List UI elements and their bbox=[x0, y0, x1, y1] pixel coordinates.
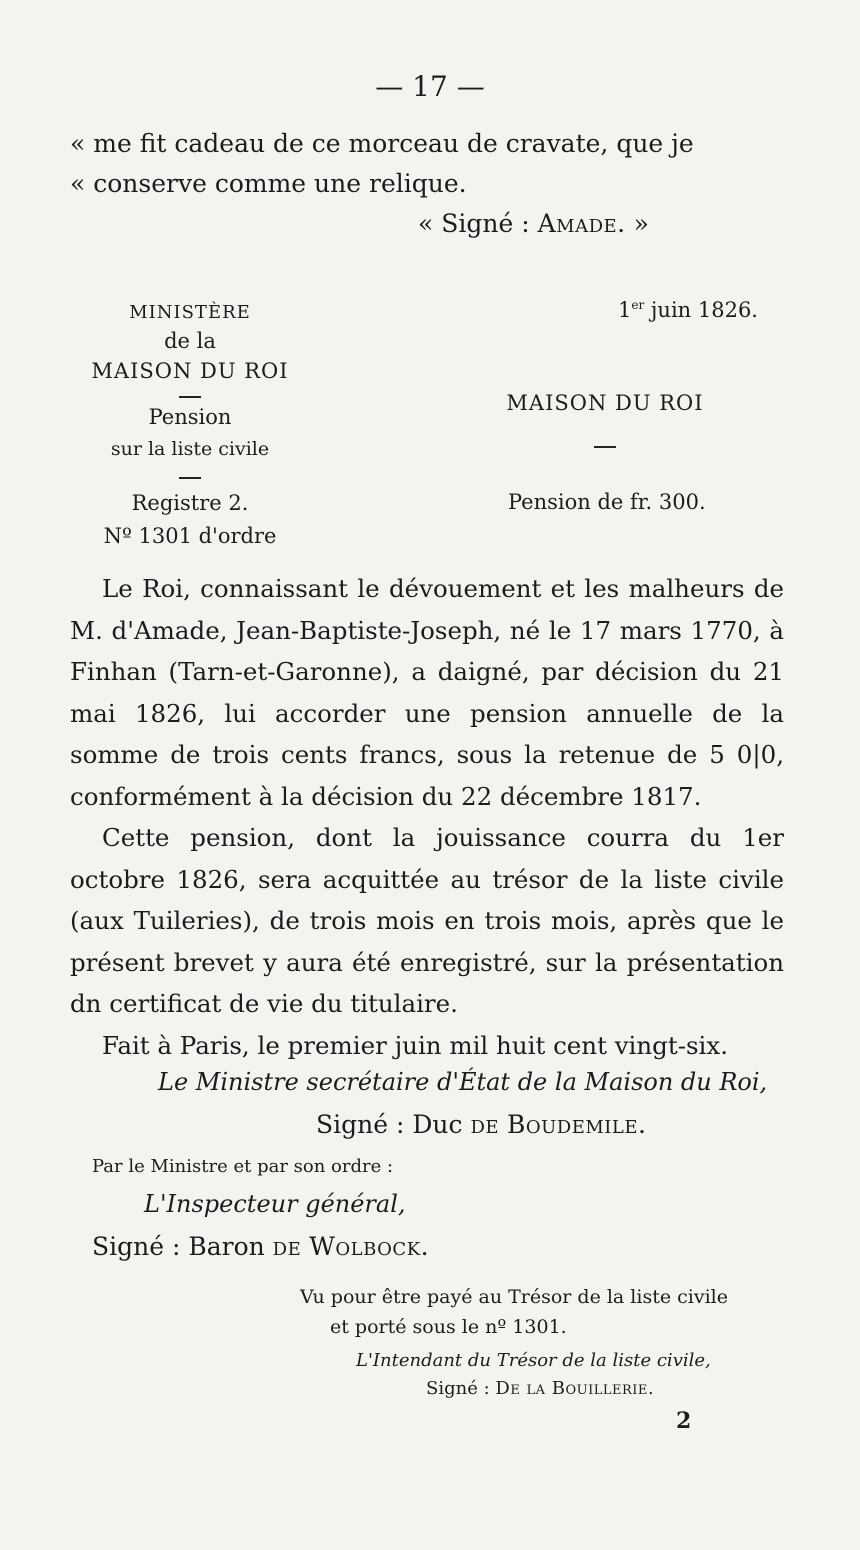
signature-close: » bbox=[633, 209, 649, 238]
tresor-line-2: et porté sous le nº 1301. bbox=[330, 1316, 567, 1338]
minister-name: Boudemile. bbox=[506, 1110, 647, 1139]
header-date bbox=[618, 298, 758, 322]
tresor-name: De la Bouillerie. bbox=[495, 1378, 655, 1399]
signature-name: Amade. bbox=[537, 209, 626, 238]
signature-mark: 2 bbox=[676, 1408, 692, 1434]
liste-civile-label: sur la liste civile bbox=[110, 438, 270, 460]
divider bbox=[80, 386, 300, 400]
ordre-label: Nº 1301 d'ordre bbox=[103, 524, 277, 548]
inspector-order: Par le Ministre et par son ordre : bbox=[92, 1156, 394, 1177]
tresor-signed-prefix: Signé : bbox=[426, 1378, 490, 1399]
paragraph-3: Fait à Paris, le premier juin mil huit cent vingt-six. bbox=[102, 1030, 728, 1060]
date-rest: juin 1826. bbox=[650, 298, 758, 322]
maison-label-left: MAISON DU ROI bbox=[91, 359, 289, 383]
pension-amount: Pension de fr. 300. bbox=[508, 490, 706, 514]
signature-prefix: « Signé : bbox=[418, 209, 530, 238]
inspector-signed-prefix: Signé : Baron bbox=[92, 1232, 265, 1261]
registre-label: Registre 2. bbox=[131, 491, 249, 515]
maison-label-right: MAISON DU ROI bbox=[506, 391, 704, 415]
pension-label: Pension bbox=[148, 405, 232, 429]
date-sup: er bbox=[631, 298, 645, 312]
ministere-label: MINISTÈRE bbox=[129, 302, 251, 323]
divider bbox=[490, 418, 720, 468]
quote-line-1: « me fit cadeau de ce morceau de cravate, que je bbox=[70, 129, 694, 158]
left-header bbox=[80, 300, 300, 550]
minister-title: Le Ministre secrétaire d'État de la Maison du Roi, bbox=[158, 1068, 768, 1096]
divider bbox=[80, 464, 300, 484]
quote-line-2: « conserve comme une relique. bbox=[70, 169, 467, 198]
inspector-title: L'Inspecteur général, bbox=[144, 1190, 406, 1218]
tresor-signature bbox=[426, 1378, 654, 1399]
minister-signed-prefix: Signé : Duc bbox=[316, 1110, 463, 1139]
minister-signature bbox=[316, 1110, 646, 1139]
date-day: 1 bbox=[618, 298, 632, 322]
inspector-de: de bbox=[272, 1232, 302, 1261]
right-header bbox=[490, 388, 720, 468]
page-number: — 17 — bbox=[375, 70, 485, 103]
inspector-signature bbox=[92, 1232, 429, 1261]
minister-de: de bbox=[470, 1110, 500, 1139]
de-la-label: de la bbox=[164, 329, 216, 353]
quote-signature bbox=[418, 204, 649, 244]
tresor-line-1: Vu pour être payé au Trésor de la liste civile bbox=[300, 1286, 728, 1308]
tresor-title: L'Intendant du Trésor de la liste civile, bbox=[356, 1350, 711, 1371]
body-paragraphs bbox=[70, 568, 784, 1066]
paragraph-2: Cette pension, dont la jouissance courra du 1er octobre 1826, sera acquittée au trésor de la liste civile (aux Tuileries), de trois mois en trois mois, après que le présent brevet y aura été enregistré, sur la présentation dn certificat de vie du titulaire. bbox=[70, 823, 784, 1018]
paragraph-1: Le Roi, connaissant le dévouement et les malheurs de M. d'Amade, Jean-Baptiste-Joseph, né le 17 mars 1770, à Finhan (Tarn-et-Garonne), a daigné, par décision du 21 mai 1826, lui accorder une pension annuelle de la somme de trois cents francs, sous la retenue de 5 0|0, conformément à la décision du 22 décembre 1817. bbox=[70, 574, 784, 811]
inspector-name: Wolbock. bbox=[309, 1232, 430, 1261]
